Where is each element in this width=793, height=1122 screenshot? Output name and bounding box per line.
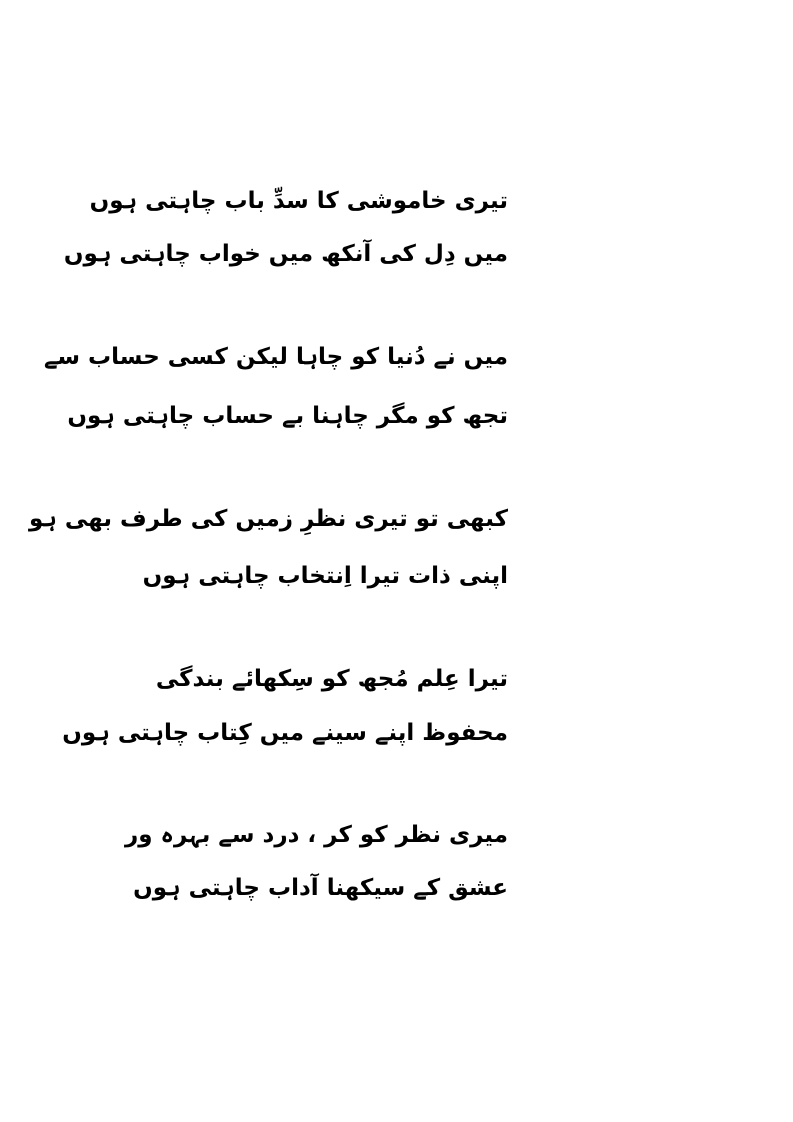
poem-line: میں نے دُنیا کو چاہا لیکن کسی حساب سے <box>43 344 508 370</box>
poem-line: اپنی ذات تیرا اِنتخاب چاہتی ہوں <box>142 563 508 589</box>
poem-line: کبھی تو تیری نظرِ زمیں کی طرف بھی ہو <box>29 506 508 532</box>
poem-line: میری نظر کو کر ، درد سے بہرہ ور <box>124 822 508 848</box>
poem-line: تیری خاموشی کا سدِّ باب چاہتی ہوں <box>89 188 508 214</box>
poem-line: تیرا عِلم مُجھ کو سِکھائے بندگی <box>155 666 508 692</box>
poem-line: عشق کے سیکھنا آداب چاہتی ہوں <box>133 875 508 901</box>
poem-line: تجھ کو مگر چاہنا بے حساب چاہتی ہوں <box>67 403 508 429</box>
poem-line: محفوظ اپنے سینے میں کِتاب چاہتی ہوں <box>62 720 508 746</box>
poem-line: میں دِل کی آنکھ میں خواب چاہتی ہوں <box>63 241 508 267</box>
